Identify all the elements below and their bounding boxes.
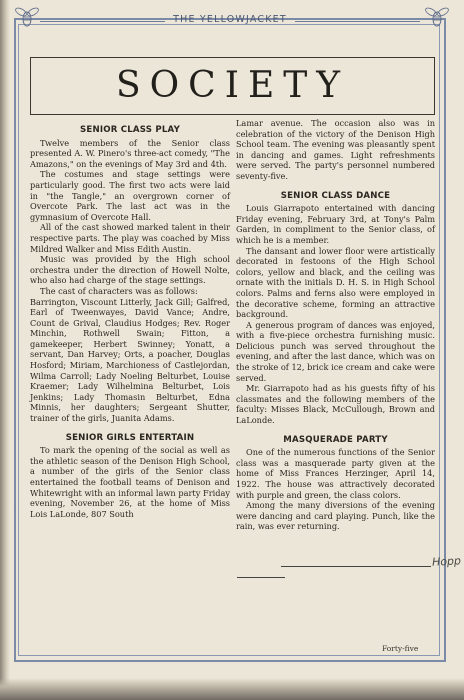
left-column	[30, 118, 230, 519]
right-column	[236, 118, 435, 532]
paragraph: The costumes and stage settings were particularly good. The first two acts were laid in "the Tangle," an overgrown corner of Overcote Park. The last act was in the gymnasium of Overcote Hall.	[30, 169, 230, 222]
cast-list: Barrington, Viscount Litterly, Jack Gill; Galfred, Earl of Tweenwayes, David Vance; Andre, Count de Grival, Claudius Hodges; Rev. Roger Minchin, Rothwell Swain; Fitton, a gamekeeper, Herbert Swinney; Yonatt, a servant, Dan Harvey; Orts, a poacher, Douglas Hosford; Miriam, Marchioness of Castlejordan, Wilma Carroll; Lady Noeling Belturbet, Louise Kraemer; Lady Wilhelmina Belturbet, Lois Jenkins; Lady Thomasin Belturbet, Edna Minnis, her daughters; Sergeant Shutter, trainer of the girls, Juanita Adams.	[30, 296, 230, 424]
paragraph: A generous program of dances was enjoyed, with a five-piece orchestra furnishing music. Delicious punch was served throughout the evening, and after the last dance, which was on the stroke of 12, brick ice cream and cake were served.	[236, 319, 435, 383]
page-edge-shadow	[0, 678, 464, 700]
running-head	[40, 14, 420, 30]
binding-shadow	[0, 0, 10, 700]
paragraph: The dansant and lower floor were artistically decorated in festoons of the High School colors, yellow and black, and the ceiling was ornate with the initials D. H. S. in High School colors. Palms and ferns also were employed in the decorative scheme, forming an attractive background.	[236, 245, 435, 320]
paragraph: Mr. Giarrapoto had as his guests fifty of his classmates and the following members of the faculty: Misses Black, McCullough, Brown and LaLonde.	[236, 383, 435, 426]
paragraph: All of the cast showed marked talent in their respective parts. The play was coached by Miss Mildred Walker and Miss Edith Austin.	[30, 222, 230, 254]
handwritten-annotation: Hopp	[431, 554, 462, 569]
running-head-text: THE YELLOWJACKET	[173, 14, 287, 25]
section-heading-senior-class-play: SENIOR CLASS PLAY	[79, 125, 180, 135]
handwritten-underline	[281, 566, 431, 567]
handwritten-underline	[237, 577, 285, 578]
paragraph: Louis Giarrapoto entertained with dancing Friday evening, February 3rd, at Tony's Palm Garden, in compliment to the Senior class, of which he is a member.	[236, 203, 435, 245]
section-heading-senior-girls-entertain: SENIOR GIRLS ENTERTAIN	[65, 432, 195, 443]
paragraph: To mark the opening of the social as well as the athletic season of the Denison High School, a number of the girls of the Senior class entertained the football teams of Denison and Whitewright with an informal lawn party Friday evening, November 26, at the home of Miss Lois LaLonde, 807 South	[30, 445, 230, 519]
running-head-rule-left	[40, 21, 165, 22]
page-number: Forty-five	[382, 644, 419, 653]
page-title-box	[30, 57, 435, 115]
page-title: SOCIETY	[116, 65, 349, 106]
paragraph: Among the many diversions of the evening were dancing and card playing. Punch, like the rain, was ever returning.	[236, 500, 435, 532]
paragraph: Twelve members of the Senior class presented A. W. Pinero's three-act comedy, "The Amazons," on the evenings of May 3rd and 4th.	[30, 137, 230, 169]
bee-ornament-left-icon	[14, 4, 40, 30]
section-heading-masquerade-party: MASQUERADE PARTY	[283, 434, 388, 445]
section-heading-senior-class-dance: SENIOR CLASS DANCE	[280, 190, 391, 201]
bee-ornament-right-icon	[424, 4, 450, 30]
running-head-rule-right	[295, 21, 420, 22]
paragraph: One of the numerous functions of the Senior class was a masquerade party given at the home of Miss Frances Herzinger, April 14, 1922. The house was attractively decorated with purple and green, the class colors.	[236, 447, 435, 500]
paragraph: The cast of characters was as follows:	[40, 285, 198, 296]
paragraph: Music was provided by the High school orchestra under the direction of Howell Nolte, who also had charge of the stage settings.	[30, 254, 230, 286]
continued-paragraph: Lamar avenue. The occasion also was in celebration of the victory of the Denison High School team. The evening was pleasantly spent in dancing and games. Light refreshments were served. The party's personnel numbered seventy-five.	[236, 118, 435, 181]
